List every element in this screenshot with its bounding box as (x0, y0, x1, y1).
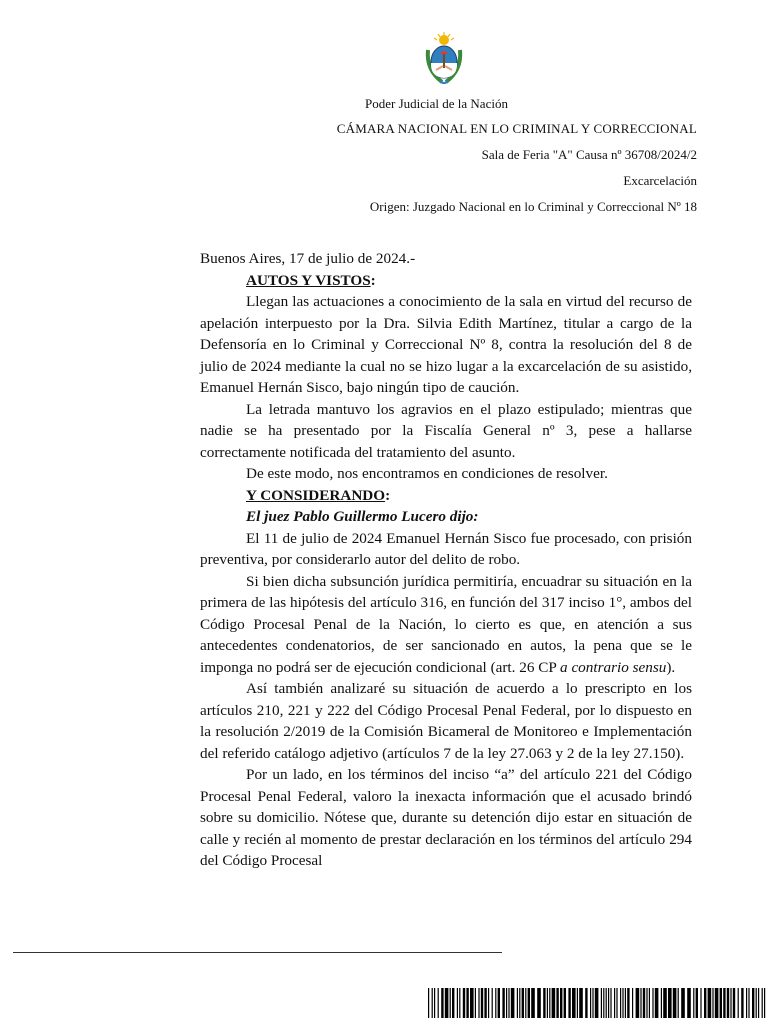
paragraph-6: Así también analizaré su situación de acuerdo a lo prescripto en los artículos 210, 221 y 222 del Código Procesal Penal Federal, por lo dispuesto en la resolución 2/2019 de la Comisión Bicameral de Monitoreo e Implementación del referido catálogo adjetivo (artículos 7 de la ley 27.063 y 2 de la ley 27.150). (200, 680, 692, 762)
considerando-heading: Y CONSIDERANDO: (246, 486, 391, 504)
paragraph-4: El 11 de julio de 2024 Emanuel Hernán Sisco fue procesado, con prisión preventiva, por considerarlo autor del delito de robo. (200, 529, 692, 568)
footer-rule (13, 952, 502, 953)
paragraph-5 (200, 571, 692, 679)
paragraph-5-main: Si bien dicha subsunción jurídica permitiría, encuadrar su situación en la primera de las hipótesis del artículo 316, en función del 317 inciso 1°, ambos del Código Procesal Penal de la Nación, lo cierto es que, en atención a sus antecedentes condenatorios, de ser sancionado en autos, la pena que se le imponga no podrá ser de ejecución condicional (art. 26 CP (200, 572, 692, 676)
header-origen: Origen: Juzgado Nacional en lo Criminal y Correccional Nº 18 (369, 199, 697, 214)
judge-line: El juez Pablo Guillermo Lucero dijo: (246, 508, 479, 525)
date-line: Buenos Aires, 17 de julio de 2024.- (200, 250, 416, 267)
paragraph-1: Llegan las actuaciones a conocimiento de la sala en virtud del recurso de apelación interpuesto por la Dra. Silvia Edith Martínez, titular a cargo de la Defensoría en lo Criminal y Correccional Nº 8, contra la resolución del 8 de julio de 2024 mediante la cual no se hizo lugar a la excarcelación de su asistido, Emanuel Hernán Sisco, bajo ningún tipo de caución. (200, 293, 692, 396)
paragraph-7: Por un lado, en los términos del inciso “a” del artículo 221 del Código Procesal Penal Federal, valoro la inexacta información que el acusado brindó sobre su domicilio. Nótese que, durante su detención dijo estar en situación de calle y recién al momento de prestar declaración en los términos del artículo 294 del Código Procesal (200, 766, 692, 869)
argentina-coat-of-arms-icon (422, 30, 466, 86)
paragraph-5-end: ). (666, 658, 676, 676)
paragraph-3: De este modo, nos encontramos en condiciones de resolver. (246, 465, 608, 482)
header-tipo: Excarcelación (623, 173, 697, 188)
document-body (200, 248, 692, 872)
header-camara: CÁMARA NACIONAL EN LO CRIMINAL Y CORRECCIONAL (336, 121, 697, 136)
autos-heading: AUTOS Y VISTOS: (246, 271, 376, 289)
autos-heading-text: AUTOS Y VISTOS (246, 271, 371, 289)
header-poder-judicial: Poder Judicial de la Nación (365, 96, 508, 111)
header-causa-number: Sala de Feria "A" Causa nº 36708/2024/2 (481, 147, 697, 162)
barcode-icon (428, 988, 768, 1018)
paragraph-2: La letrada mantuvo los agravios en el plazo estipulado; mientras que nadie se ha presentado por la Fiscalía General nº 3, pese a hallarse correctamente notificada del tratamiento del asunto. (200, 400, 692, 461)
considerando-heading-text: Y CONSIDERANDO (246, 486, 386, 504)
paragraph-5-italic: a contrario sensu (560, 658, 667, 676)
